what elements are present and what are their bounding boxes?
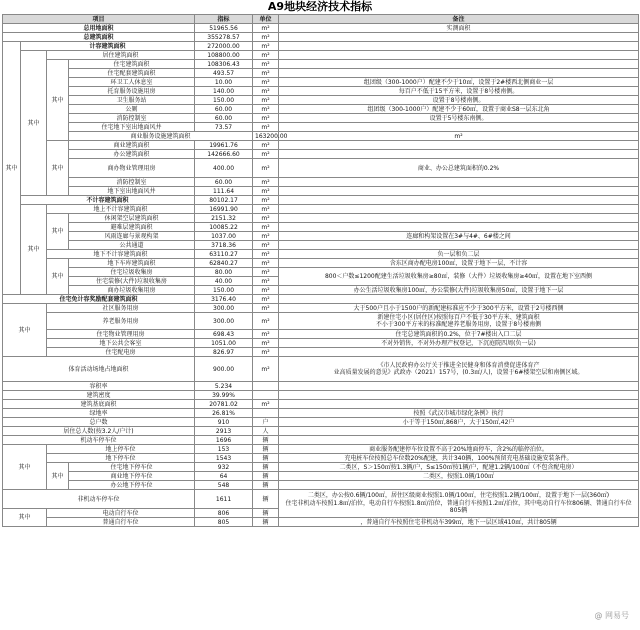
group-label: 其中 <box>47 60 69 141</box>
group-label: 其中 <box>3 445 47 490</box>
group-label: 其中 <box>3 42 21 295</box>
group-label: 其中 <box>47 463 69 490</box>
sheet-title: A9地块经济技术指标 <box>267 0 373 13</box>
table-row: 办公建筑面积 142666.60 m² <box>3 150 639 159</box>
table-row: 居住总人数(按3.2人/户计) 2913 人 <box>3 427 639 436</box>
table-row: 消防控制室 60.00 m² <box>3 178 639 187</box>
table-row: 建筑密度 39.99% <box>3 391 639 400</box>
group-label: 其中 <box>3 509 47 527</box>
table-row: 公共通道 3718.36 m² <box>3 241 639 250</box>
group-label: 其中 <box>47 259 69 295</box>
table-row: 普通自行车位 805 辆 ，普通自行车按照住宅非机动车399㎡，地下一层区域410㎡，共计805辆 <box>3 518 639 527</box>
table-row: 总建筑面积 355278.57 m² <box>3 33 639 42</box>
table-row: 住宅免计容奖励配套建筑面积 3176.40 m² <box>3 295 639 304</box>
table-row: 其中 计容建筑面积 272000.00 m² <box>3 42 639 51</box>
table-row: 容积率 5.234 <box>3 382 639 391</box>
table-row: 其中 地下车库建筑面积 62840.27 m² 含东区商办配电房100㎡，设置于地下一层，不计容 <box>3 259 639 268</box>
table-row: 商业服务设施建筑面积 163200.00 m² <box>3 132 639 141</box>
watermark: @ 网易号 <box>591 609 632 622</box>
table-row: 风雨连廊与景观构架 1037.00 m² 连廊和构架设置在3#与4#、6#楼之间 <box>3 232 639 241</box>
header-unit: 单位 <box>253 15 279 24</box>
table-row: 卫生服务站 150.00 m² 设置于8号楼南侧。 <box>3 96 639 105</box>
table-row: 其中 居住建筑面积 108800.00 m² <box>3 51 639 60</box>
header-item: 项目 <box>3 15 195 24</box>
table-row: 建筑基底面积 20781.02 m² <box>3 400 639 409</box>
group-label: 其中 <box>47 214 69 250</box>
table-row: 住宅装修(大件)垃圾收集房 40.00 m² <box>3 277 639 286</box>
table-row: 住宅物业管理用房 698.43 m² 住宅总建筑面积的0.2%，位于7#楼出入口二层 <box>3 330 639 339</box>
table-row: 机动车停车位 1696 辆 <box>3 436 639 445</box>
table-row: 其中 地上不计容建筑面积 16991.90 m² <box>3 205 639 214</box>
table-row: 住宅配电房 826.97 m² <box>3 348 639 357</box>
table-row: 地下室出地面风井 111.64 m² <box>3 187 639 196</box>
table-row: 其中 地上停车位 153 辆 商业服务配建停车位设置不高于20%地面停车，含2%的临停泊位。 <box>3 445 639 454</box>
table-row: 其中 社区服务用房 300.00 m² 大于500户且小于1500户的新配建标准应不少于300平方米，设置于2号楼西侧 <box>3 304 639 313</box>
table-row: 公厕 60.00 m² 组团级（300-1000户）配建不少于60㎡，设置于商业S8一层东北角 <box>3 105 639 114</box>
table-row: 商办垃圾收集用房 150.00 m² 办公生活垃圾收集房100㎡，办公装修(大件)垃圾收集房50㎡，设置于地下一层 <box>3 286 639 295</box>
group-label: 其中 <box>3 304 47 357</box>
table-row: 不计容建筑面积 80102.17 m² <box>3 196 639 205</box>
table-row: 体育活动场地占地面积 900.00 m² 《市人民政府办公厅关于推进全民健身和体育消费促进体育产 业高质量发展的意见》武政办（2021）157号，(0.3㎡/人)，设置于6#楼架空层和南侧区域。 <box>3 357 639 382</box>
table-row: 其中 休闲架空层建筑面积 2151.32 m² <box>3 214 639 223</box>
table-row: 绿地率 26.81% 按照《武汉市城市绿化条例》执行 <box>3 409 639 418</box>
table-row: 总户数 910 户 小于等于150㎡,868户，大于150㎡,42户 <box>3 418 639 427</box>
table-row: 其中 商业建筑面积 19961.76 m² <box>3 141 639 150</box>
table-row: 避难层建筑面积 10085.22 m² <box>3 223 639 232</box>
header-note: 备注 <box>279 15 639 24</box>
table-row: 其中 住宅地下停车位 932 辆 二类区，S＞150㎡按1.3辆/户，S≤150㎡按1辆/户，配建1.2辆/100㎡（不包含配电房） <box>3 463 639 472</box>
table-row: 总用地面积 51965.56 m² 实测面积 <box>3 24 639 33</box>
table-header <box>3 15 639 24</box>
table-row: 商办物业管理用房 400.00 m² 商业、办公总建筑面积的0.2% <box>3 159 639 178</box>
table-row: 非机动车停车位 1611 辆 二类区，办公按0.6辆/100㎡，居住区级商业按照1.0辆/100㎡，住宅按照1.2辆/100㎡，设置于地下一层(360㎡) 住宅非机动车按照1.8㎡/泊位，电动自行车按照1.8㎡/泊位，普通自行车按照1.2㎡/泊位，其中电动自行车位806辆、普通自行车位805辆 <box>3 490 639 509</box>
table-row: 住宅垃圾收集房 80.00 m² 800＜户数≤1200配建生活垃圾收集房≥80㎡，装修（大件）垃圾收集房≥40㎡，设置在地下室西侧 <box>3 268 639 277</box>
table-row: 商业地下停车位 64 辆 二类区，按照1.0辆/100㎡ <box>3 472 639 481</box>
group-label: 其中 <box>21 51 47 196</box>
table-row: 其中 住宅建筑面积 108306.43 m² <box>3 60 639 69</box>
header-value: 指标 <box>195 15 253 24</box>
table-row: 托育服务设施用房 140.00 m² 每百户不低于15平方米，设置于8号楼南侧。 <box>3 87 639 96</box>
group-label: 其中 <box>47 141 69 196</box>
table-row: 其中 电动自行车位 806 辆 <box>3 509 639 518</box>
table-row: 住宅配套建筑面积 493.57 m² <box>3 69 639 78</box>
table-row: 消防控制室 60.00 m² 设置于5号楼东南侧。 <box>3 114 639 123</box>
table-row: 住宅地下室出地面风井 73.57 m² <box>3 123 639 132</box>
spec-table <box>2 14 639 527</box>
table-row: 地下公共会客室 1051.00 m² 不对外销售，不对外办理产权登记，下沉庭院四周(负一层) <box>3 339 639 348</box>
group-label: 其中 <box>21 205 47 295</box>
table-row: 地下不计容建筑面积 63110.27 m² 负一层和负二层 <box>3 250 639 259</box>
table-row: 办公地下停车位 548 辆 <box>3 481 639 490</box>
table-row: 地下停车位 1543 辆 充电桩车位按照总车位数20%配建，共计340辆，100%预留充电基础设施安装条件。 <box>3 454 639 463</box>
table-row: 养老服务用房 300.00 m² 新建住宅小区(居住区)按照每百户不低于30平方米、建筑面积 不小于300平方米的标准配建养老服务用房，设置于8号楼南侧 <box>3 313 639 330</box>
table-row: 环卫工人休息室 10.00 m² 组团级（300-1000户）配建不少于10㎡，设置于2#楼西北侧商业一层 <box>3 78 639 87</box>
